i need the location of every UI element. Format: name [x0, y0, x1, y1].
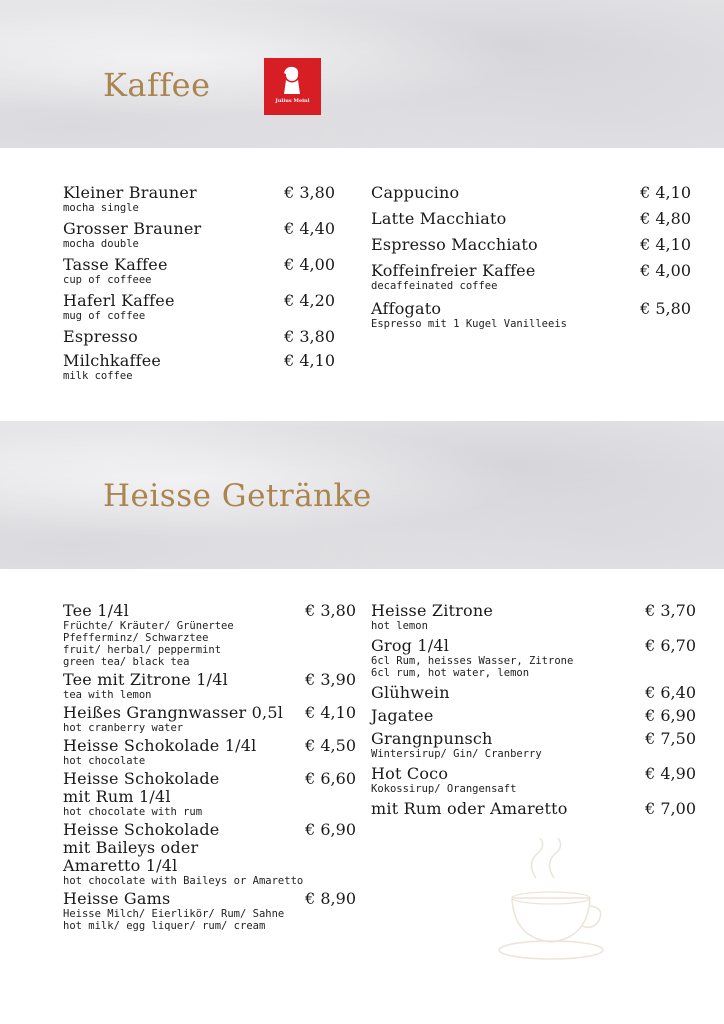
menu-item — [371, 262, 691, 292]
kaffee-section-title: Kaffee — [103, 66, 211, 104]
menu-item — [371, 765, 696, 795]
menu-item — [371, 707, 696, 725]
item-description: hot chocolate with Baileys or Amaretto — [63, 875, 304, 887]
kaffee-left-column — [63, 184, 335, 388]
menu-item — [371, 800, 696, 818]
item-description: Espresso mit 1 Kugel Vanilleeis — [371, 318, 567, 330]
item-name: Jagatee — [371, 706, 434, 725]
menu-item — [371, 684, 696, 702]
item-name: Koffeinfreier Kaffee — [371, 261, 536, 280]
item-name: Affogato — [371, 299, 442, 318]
kaffee-right-column — [371, 184, 691, 338]
item-name: Latte Macchiato — [371, 209, 507, 228]
logo-text: Julius Meinl — [275, 98, 310, 104]
item-price: € 6,90 — [645, 706, 696, 725]
item-name: Heisse Schokolade mit Baileys oder Amaretto 1/4l — [63, 820, 220, 875]
item-price: € 4,00 — [640, 261, 691, 280]
item-price: € 4,10 — [640, 183, 691, 202]
item-name: Grog 1/4l — [371, 636, 450, 655]
item-name: mit Rum oder Amaretto — [371, 799, 568, 818]
menu-item — [63, 184, 335, 214]
item-price: € 3,70 — [645, 601, 696, 620]
item-description: mocha single — [63, 202, 139, 214]
menu-item — [371, 637, 696, 679]
item-description: hot lemon — [371, 620, 428, 632]
menu-item — [63, 770, 356, 818]
menu-item — [63, 328, 335, 346]
item-price: € 3,80 — [284, 183, 335, 202]
item-name: Heisse Schokolade 1/4l — [63, 736, 257, 755]
item-price: € 4,50 — [305, 736, 356, 755]
item-description: decaffeinated coffee — [371, 280, 498, 292]
item-price: € 4,10 — [640, 235, 691, 254]
item-price: € 6,40 — [645, 683, 696, 702]
menu-item — [371, 184, 691, 202]
item-name: Tee 1/4l — [63, 601, 129, 620]
item-price: € 3,80 — [305, 601, 356, 620]
item-name: Heißes Grangnwasser 0,5l — [63, 703, 284, 722]
item-price: € 4,00 — [284, 255, 335, 274]
item-name: Grangnpunsch — [371, 729, 493, 748]
item-description: hot chocolate with rum — [63, 806, 203, 818]
item-name: Espresso Macchiato — [371, 235, 538, 254]
item-description: cup of coffeee — [63, 274, 152, 286]
item-name: Grosser Brauner — [63, 219, 202, 238]
item-name: Milchkaffee — [63, 351, 162, 370]
coffee-cup-icon — [496, 838, 606, 968]
item-name: Cappucino — [371, 183, 460, 202]
menu-item — [63, 737, 356, 767]
menu-item — [63, 220, 335, 250]
item-description: hot cranberry water — [63, 722, 184, 734]
item-description: Wintersirup/ Gin/ Cranberry — [371, 748, 542, 760]
menu-item — [371, 236, 691, 254]
menu-item — [371, 730, 696, 760]
menu-item — [371, 300, 691, 330]
item-name: Heisse Gams — [63, 889, 171, 908]
item-price: € 6,70 — [645, 636, 696, 655]
item-price: € 5,80 — [640, 299, 691, 318]
item-price: € 6,60 — [305, 769, 356, 788]
item-description: mug of coffee — [63, 310, 146, 322]
item-price: € 4,10 — [305, 703, 356, 722]
item-price: € 4,80 — [640, 209, 691, 228]
menu-item — [63, 292, 335, 322]
item-description: tea with lemon — [63, 689, 152, 701]
item-name: Glühwein — [371, 683, 450, 702]
menu-item — [371, 210, 691, 228]
heisse-left-column — [63, 602, 356, 935]
item-price: € 7,00 — [645, 799, 696, 818]
heisse-section-title: Heisse Getränke — [103, 478, 372, 514]
item-description: mocha double — [63, 238, 139, 250]
item-price: € 7,50 — [645, 729, 696, 748]
item-name: Haferl Kaffee — [63, 291, 175, 310]
item-price: € 6,90 — [305, 820, 356, 839]
julius-meinl-logo — [264, 58, 321, 115]
menu-item — [63, 821, 356, 887]
item-price: € 4,20 — [284, 291, 335, 310]
menu-item — [63, 256, 335, 286]
item-name: Heisse Zitrone — [371, 601, 494, 620]
item-price: € 3,90 — [305, 670, 356, 689]
item-price: € 4,40 — [284, 219, 335, 238]
item-description: Früchte/ Kräuter/ Grünertee Pfefferminz/ Schwarztee fruit/ herbal/ peppermint green tea/ black tea — [63, 620, 234, 668]
item-name: Tasse Kaffee — [63, 255, 168, 274]
menu-item — [63, 890, 356, 932]
menu-item — [63, 602, 356, 668]
item-price: € 4,90 — [645, 764, 696, 783]
menu-item — [63, 352, 335, 382]
item-name: Hot Coco — [371, 764, 449, 783]
item-price: € 4,10 — [284, 351, 335, 370]
item-name: Espresso — [63, 327, 138, 346]
item-description: Kokossirup/ Orangensaft — [371, 783, 517, 795]
item-price: € 8,90 — [305, 889, 356, 908]
item-description: milk coffee — [63, 370, 133, 382]
item-description: Heisse Milch/ Eierlikör/ Rum/ Sahne hot milk/ egg liquer/ rum/ cream — [63, 908, 285, 932]
item-name: Tee mit Zitrone 1/4l — [63, 670, 228, 689]
item-price: € 3,80 — [284, 327, 335, 346]
heisse-right-column — [371, 602, 696, 823]
item-description: 6cl Rum, heisses Wasser, Zitrone 6cl rum, hot water, lemon — [371, 655, 574, 679]
item-name: Kleiner Brauner — [63, 183, 197, 202]
item-name: Heisse Schokolade mit Rum 1/4l — [63, 769, 220, 806]
menu-item — [63, 671, 356, 701]
menu-item — [371, 602, 696, 632]
menu-item — [63, 704, 356, 734]
item-description: hot chocolate — [63, 755, 146, 767]
